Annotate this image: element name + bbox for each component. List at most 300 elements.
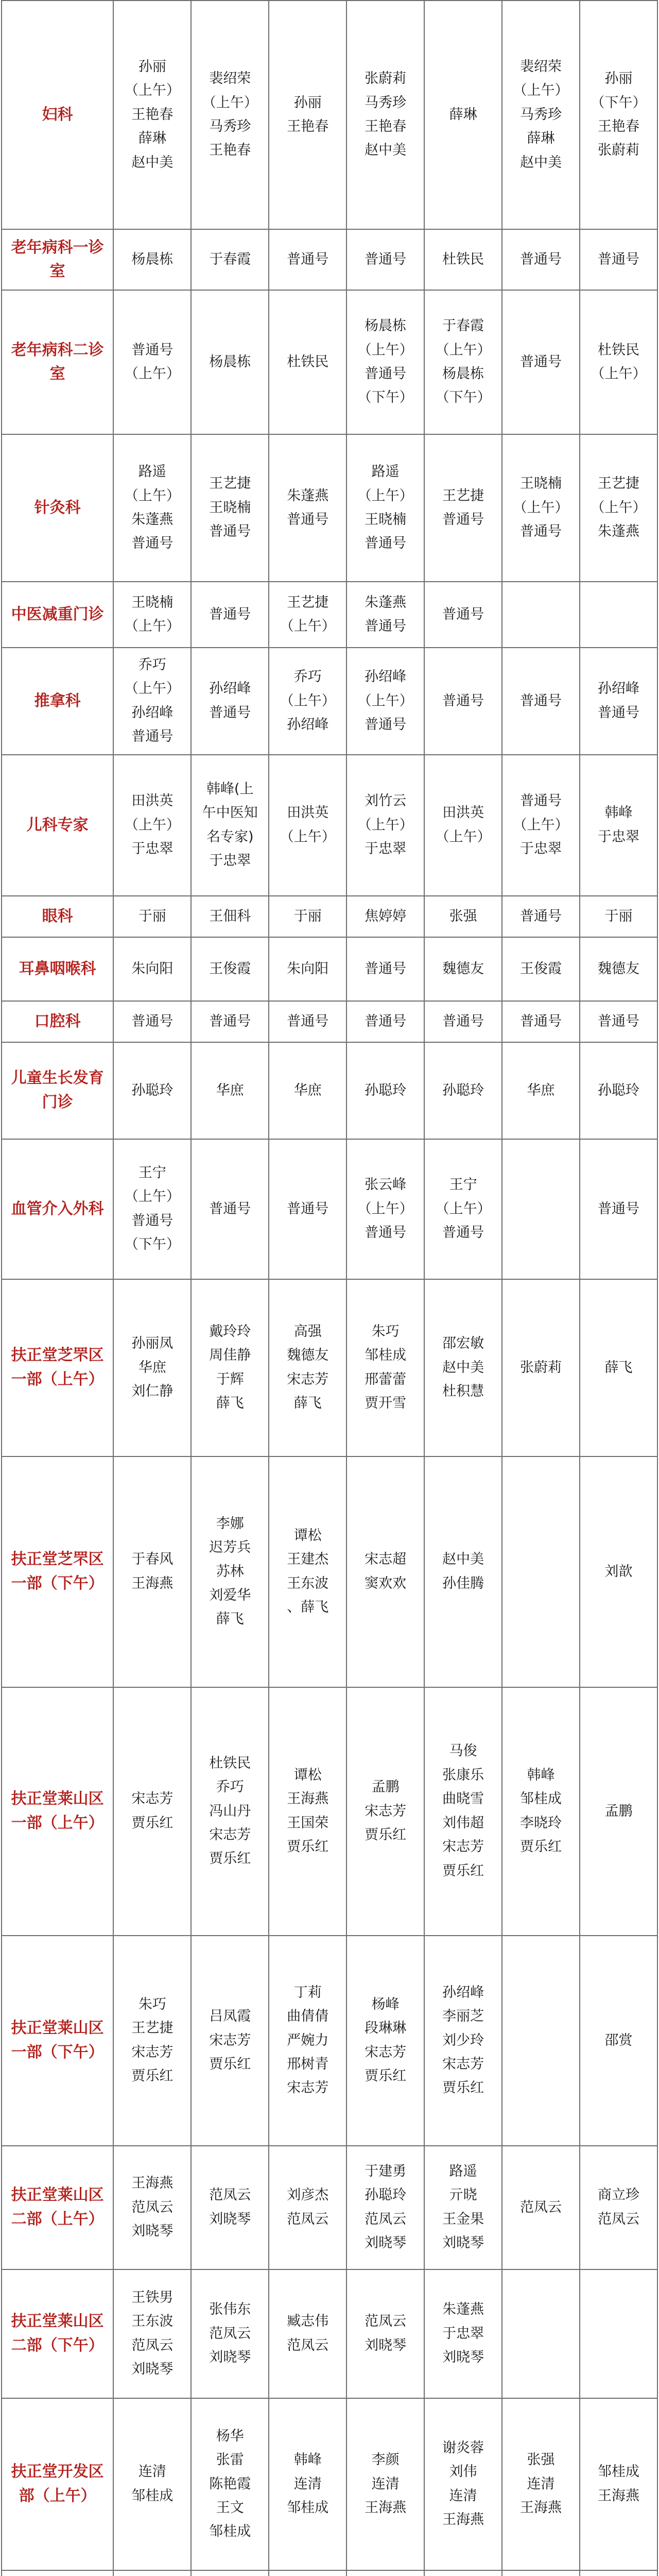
schedule-cell <box>424 896 502 937</box>
schedule-cell <box>113 1139 191 1279</box>
schedule-cell <box>424 2570 502 2576</box>
doctor-entry: 朱蓬燕 <box>287 487 329 504</box>
doctor-entry: 路遥 <box>449 2163 477 2179</box>
doctor-entry: 陈艳霞 <box>209 2476 251 2492</box>
doctor-entry: 普通号 <box>209 704 251 721</box>
department-name: 眼科 <box>2 896 113 937</box>
doctor-entry: 魏德友 <box>597 960 639 977</box>
doctor-entry: 邹桂成 <box>131 2487 174 2504</box>
doctor-entry: 连清 <box>449 2487 477 2504</box>
doctor-entry: 孟鹏 <box>604 1803 633 1819</box>
doctor-entry: 连清 <box>293 2476 322 2492</box>
schedule-cell <box>346 1001 424 1042</box>
schedule-row <box>2 1 657 229</box>
doctor-entry: （上午） <box>435 1200 491 1217</box>
schedule-cell <box>424 1687 502 1936</box>
doctor-entry: （上午） <box>513 82 569 99</box>
doctor-entry: 薛飞 <box>293 1395 322 1412</box>
schedule-cell <box>580 582 657 648</box>
doctor-entry: 王文 <box>216 2499 244 2516</box>
schedule-cell <box>346 937 424 1001</box>
schedule-cell <box>424 1001 502 1042</box>
doctor-entry: （上午） <box>280 692 336 709</box>
schedule-cell <box>191 2269 269 2398</box>
doctor-entry: 宋志芳 <box>442 2056 484 2072</box>
schedule-row <box>2 1456 657 1687</box>
schedule-row <box>2 2398 657 2570</box>
schedule-cell <box>191 1042 269 1139</box>
doctor-entry: 吕凤霞 <box>209 2008 251 2025</box>
doctor-entry: 孙绍峰 <box>287 717 329 733</box>
schedule-cell <box>113 1 191 229</box>
schedule-cell <box>191 1936 269 2146</box>
schedule-cell <box>502 2570 580 2576</box>
doctor-entry: 宋志芳 <box>209 1826 251 1843</box>
schedule-cell <box>191 1 269 229</box>
schedule-cell <box>269 229 346 290</box>
doctor-entry: 普通号 <box>209 1200 251 1217</box>
doctor-entry: 朱蓬燕 <box>365 594 407 611</box>
doctor-entry: 、薛飞 <box>287 1599 329 1616</box>
doctor-entry: 孙绍峰 <box>209 681 251 697</box>
doctor-entry: 华庶 <box>138 1359 166 1376</box>
schedule-cell <box>346 2570 424 2576</box>
doctor-entry: 朱巧 <box>371 1323 400 1340</box>
doctor-entry: 范凤云 <box>209 2187 251 2204</box>
doctor-entry: 杨华 <box>216 2428 244 2444</box>
doctor-entry: 王宁 <box>449 1177 477 1193</box>
doctor-entry: 王铁男 <box>131 2289 174 2306</box>
doctor-entry: 李颜 <box>371 2452 400 2468</box>
schedule-cell <box>113 1001 191 1042</box>
schedule-cell <box>191 2570 269 2576</box>
schedule-cell <box>191 582 269 648</box>
doctor-entry: 邵宏敏 <box>442 1335 484 1352</box>
schedule-cell <box>191 937 269 1001</box>
schedule-cell <box>191 1139 269 1279</box>
department-name: 老年病科一诊室 <box>2 229 113 290</box>
schedule-cell <box>113 648 191 755</box>
doctor-entry: 邢蕾蕾 <box>365 1371 407 1387</box>
doctor-entry: 名专家) <box>206 828 254 845</box>
schedule-cell <box>191 229 269 290</box>
doctor-entry: 王艳春 <box>131 106 174 123</box>
schedule-cell <box>269 1001 346 1042</box>
schedule-cell <box>269 937 346 1001</box>
doctor-entry: （上午） <box>124 366 180 382</box>
schedule-row <box>2 434 657 582</box>
doctor-entry: 王海燕 <box>131 2175 174 2192</box>
doctor-entry: 高强 <box>293 1323 322 1340</box>
doctor-entry: 马秀珍 <box>365 94 407 111</box>
doctor-entry: 普通号 <box>442 606 484 622</box>
doctor-entry: （下午） <box>435 389 491 406</box>
doctor-entry: 裴绍荣 <box>209 71 251 87</box>
schedule-cell <box>580 896 657 937</box>
schedule-cell <box>191 434 269 582</box>
doctor-entry: 普通号 <box>287 512 329 528</box>
schedule-cell <box>580 1 657 229</box>
doctor-entry: 普通号 <box>520 251 562 267</box>
doctor-entry: 普通号 <box>365 366 407 382</box>
schedule-row <box>2 1936 657 2146</box>
doctor-entry: （上午） <box>357 487 413 504</box>
schedule-row <box>2 290 657 434</box>
schedule-row <box>2 1042 657 1139</box>
doctor-entry: 贾乐红 <box>365 1826 407 1843</box>
doctor-entry: 王海燕 <box>131 1575 174 1591</box>
doctor-entry: 普通号 <box>597 251 639 267</box>
doctor-entry: 于忠翠 <box>520 840 562 857</box>
schedule-cell <box>113 1936 191 2146</box>
schedule-cell <box>424 1139 502 1279</box>
schedule-cell <box>113 896 191 937</box>
schedule-cell <box>502 434 580 582</box>
doctor-entry: 朱蓬燕 <box>442 2301 484 2318</box>
schedule-cell <box>269 896 346 937</box>
doctor-entry: 邢树青 <box>287 2056 329 2072</box>
schedule-cell <box>424 582 502 648</box>
doctor-entry: （上午） <box>124 1189 180 1205</box>
doctor-entry: 宋志芳 <box>131 1791 174 1807</box>
doctor-entry: 贾乐红 <box>442 1862 484 1879</box>
schedule-cell <box>502 229 580 290</box>
schedule-cell <box>580 229 657 290</box>
schedule-cell <box>502 2398 580 2570</box>
schedule-row <box>2 896 657 937</box>
schedule-row <box>2 1139 657 1279</box>
doctor-entry: 孙丽 <box>604 71 633 87</box>
doctor-entry: 贾乐红 <box>520 1839 562 1855</box>
doctor-entry: 邹桂成 <box>287 2499 329 2516</box>
doctor-entry: 贾乐红 <box>209 1851 251 1867</box>
doctor-entry: 宋志芳 <box>442 1839 484 1855</box>
schedule-cell <box>580 2398 657 2570</box>
doctor-entry: 连清 <box>138 2464 166 2480</box>
schedule-cell <box>113 290 191 434</box>
doctor-entry: 王俊霞 <box>209 960 251 977</box>
doctor-entry: 普通号 <box>209 523 251 540</box>
doctor-entry: （上午） <box>124 681 180 697</box>
doctor-entry: 杜积慧 <box>442 1383 484 1399</box>
doctor-entry: 普通号 <box>365 1224 407 1241</box>
doctor-entry: 普通号 <box>597 704 639 721</box>
doctor-entry: 薛琳 <box>138 130 166 147</box>
doctor-entry: 魏德友 <box>287 1347 329 1364</box>
doctor-entry: 午中医知 <box>202 805 258 821</box>
doctor-entry: 孙绍峰 <box>365 669 407 685</box>
doctor-entry: 王艺捷 <box>131 2020 174 2037</box>
doctor-entry: 马俊 <box>449 1743 477 1759</box>
doctor-entry: 刘伟超 <box>442 1815 484 1831</box>
doctor-entry: 于春霞 <box>442 318 484 334</box>
doctor-entry: 贾开雪 <box>365 1395 407 1412</box>
doctor-entry: 刘歆 <box>604 1563 633 1580</box>
schedule-cell <box>346 2269 424 2398</box>
doctor-entry: 赵中美 <box>365 142 407 159</box>
schedule-cell <box>424 2269 502 2398</box>
doctor-entry: 乔巧 <box>216 1779 244 1795</box>
doctor-entry: 范凤云 <box>209 2325 251 2342</box>
doctor-entry: 孙绍峰 <box>597 681 639 697</box>
doctor-entry: 王海燕 <box>287 1791 329 1807</box>
doctor-entry: 路遥 <box>138 464 166 480</box>
doctor-entry: 孙聪玲 <box>597 1082 639 1098</box>
doctor-entry: 普通号 <box>131 342 174 358</box>
schedule-cell <box>113 1279 191 1456</box>
doctor-entry: 马秀珍 <box>520 106 562 123</box>
schedule-cell <box>191 2398 269 2570</box>
doctor-entry: 宋志芳 <box>365 2044 407 2060</box>
schedule-cell <box>113 1687 191 1936</box>
schedule-cell <box>113 2269 191 2398</box>
doctor-entry: （上午） <box>124 618 180 634</box>
doctor-entry: 王国荣 <box>287 1815 329 1831</box>
doctor-entry: 孙绍峰 <box>131 704 174 721</box>
schedule-cell <box>580 2570 657 2576</box>
schedule-cell <box>346 1042 424 1139</box>
schedule-cell <box>269 1687 346 1936</box>
doctor-entry: 普通号 <box>520 1013 562 1029</box>
schedule-cell <box>580 755 657 896</box>
doctor-entry: 普通号 <box>287 1200 329 1217</box>
doctor-entry: 王艳春 <box>597 118 639 134</box>
schedule-row <box>2 229 657 290</box>
doctor-entry: 乔巧 <box>138 657 166 673</box>
doctor-entry: 朱蓬燕 <box>131 512 174 528</box>
schedule-cell <box>269 582 346 648</box>
schedule-cell <box>346 1936 424 2146</box>
doctor-entry: 刘爱华 <box>209 1587 251 1603</box>
schedule-cell <box>424 2398 502 2570</box>
doctor-entry: （上午） <box>357 692 413 709</box>
schedule-cell <box>502 648 580 755</box>
doctor-entry: 普通号 <box>365 717 407 733</box>
doctor-entry: 王晓楠 <box>365 512 407 528</box>
schedule-cell <box>424 755 502 896</box>
schedule-cell <box>346 582 424 648</box>
doctor-entry: （上午） <box>202 94 258 111</box>
department-name: 血管介入外科 <box>2 1139 113 1279</box>
schedule-cell <box>269 2146 346 2269</box>
schedule-cell <box>269 2398 346 2570</box>
schedule-cell <box>346 290 424 434</box>
doctor-entry: 普通号 <box>365 251 407 267</box>
schedule-cell <box>424 1936 502 2146</box>
schedule-cell <box>502 1936 580 2146</box>
doctor-entry: 王海燕 <box>520 2499 562 2516</box>
schedule-cell <box>580 434 657 582</box>
doctor-entry: 孙聪玲 <box>131 1082 174 1098</box>
doctor-entry: （下午） <box>591 94 647 111</box>
schedule-cell <box>502 937 580 1001</box>
doctor-entry: 贾乐红 <box>209 2056 251 2072</box>
doctor-entry: 范凤云 <box>365 2313 407 2330</box>
doctor-entry: 宋志芳 <box>209 2032 251 2048</box>
doctor-entry: 于春风 <box>131 1551 174 1568</box>
schedule-cell <box>580 1139 657 1279</box>
schedule-cell <box>424 229 502 290</box>
doctor-entry: 普通号 <box>520 523 562 540</box>
schedule-cell <box>346 434 424 582</box>
doctor-entry: 贾乐红 <box>131 1815 174 1831</box>
schedule-cell <box>580 1279 657 1456</box>
doctor-entry: 华庶 <box>293 1082 322 1098</box>
doctor-entry: 邹桂成 <box>365 1347 407 1364</box>
doctor-entry: 王金果 <box>442 2211 484 2227</box>
doctor-entry: 李娜 <box>216 1515 244 1532</box>
doctor-entry: （上午） <box>280 828 336 845</box>
doctor-entry: 普通号 <box>131 728 174 745</box>
schedule-cell <box>580 2146 657 2269</box>
doctor-entry: 杨晨栋 <box>131 251 174 267</box>
schedule-cell <box>580 1687 657 1936</box>
doctor-entry: 段琳琳 <box>365 2020 407 2037</box>
doctor-entry: 曲倩倩 <box>287 2008 329 2025</box>
schedule-cell <box>191 2146 269 2269</box>
doctor-entry: 普通号 <box>520 908 562 924</box>
doctor-entry: 赵中美 <box>131 154 174 171</box>
schedule-cell <box>346 229 424 290</box>
schedule-cell <box>269 755 346 896</box>
doctor-entry: 王艺捷 <box>287 594 329 611</box>
doctor-entry: 裴绍荣 <box>520 58 562 75</box>
doctor-entry: 王晓楠 <box>520 476 562 492</box>
doctor-entry: 谭松 <box>293 1767 322 1783</box>
doctor-entry: 刘晓琴 <box>131 2361 174 2378</box>
doctor-entry: 王晓楠 <box>131 594 174 611</box>
doctor-entry: 宋志超 <box>365 1551 407 1568</box>
schedule-cell <box>191 896 269 937</box>
doctor-entry: 于忠翠 <box>209 853 251 869</box>
doctor-entry: （下午） <box>357 389 413 406</box>
doctor-entry: 普通号 <box>209 606 251 622</box>
doctor-entry: 王艳春 <box>287 118 329 134</box>
doctor-entry: 普通号 <box>365 618 407 634</box>
department-name: 妇科 <box>2 1 113 229</box>
doctor-entry: 张蔚莉 <box>365 71 407 87</box>
department-name: 扶正堂莱山区一部（下午） <box>2 1936 113 2146</box>
schedule-row <box>2 2146 657 2269</box>
doctor-entry: 杜铁民 <box>442 251 484 267</box>
doctor-entry: 贾乐红 <box>442 2080 484 2096</box>
schedule-cell <box>502 1139 580 1279</box>
doctor-entry: 曲晓雪 <box>442 1791 484 1807</box>
schedule-cell <box>113 2570 191 2576</box>
doctor-entry: 普通号 <box>597 1200 639 1217</box>
schedule-cell <box>502 1001 580 1042</box>
doctor-entry: 王海燕 <box>597 2487 639 2504</box>
doctor-entry: 商立珍 <box>597 2187 639 2204</box>
doctor-entry: 孙聪玲 <box>365 1082 407 1098</box>
schedule-cell <box>113 229 191 290</box>
doctor-entry: 宋志芳 <box>365 1803 407 1819</box>
schedule-cell <box>269 1279 346 1456</box>
schedule-cell <box>113 582 191 648</box>
department-name: 扶正堂莱山区二部（下午） <box>2 2269 113 2398</box>
doctor-entry: 张伟东 <box>209 2301 251 2318</box>
doctor-entry: 于忠翠 <box>365 840 407 857</box>
department-name: 老年病科二诊室 <box>2 290 113 434</box>
schedule-cell <box>502 290 580 434</box>
schedule-cell <box>346 1456 424 1687</box>
department-name: 扶正堂芝罘区一部（下午） <box>2 1456 113 1687</box>
doctor-entry: 王东波 <box>287 1575 329 1591</box>
doctor-entry: （上午） <box>435 828 491 845</box>
doctor-entry: 韩峰 <box>293 2452 322 2468</box>
doctor-entry: 普通号 <box>520 353 562 370</box>
doctor-entry: 杨峰 <box>371 1996 400 2012</box>
doctor-entry: 王海燕 <box>442 2512 484 2528</box>
schedule-cell <box>580 290 657 434</box>
schedule-cell <box>191 1456 269 1687</box>
doctor-entry: 连清 <box>371 2476 400 2492</box>
schedule-row <box>2 648 657 755</box>
doctor-entry: 普通号 <box>520 793 562 809</box>
doctor-entry: 薛琳 <box>449 106 477 123</box>
doctor-entry: 于丽 <box>604 908 633 924</box>
doctor-entry: 邹桂成 <box>597 2464 639 2480</box>
department-name: 扶正堂莱山区一部（上午） <box>2 1687 113 1936</box>
schedule-cell <box>346 1139 424 1279</box>
doctor-entry: 范凤云 <box>131 2337 174 2353</box>
department-name: 推拿科 <box>2 648 113 755</box>
doctor-entry: 邹桂成 <box>520 1791 562 1807</box>
schedule-cell <box>269 1042 346 1139</box>
doctor-entry: 刘晓琴 <box>209 2211 251 2227</box>
doctor-entry: 苏林 <box>216 1563 244 1580</box>
schedule-cell <box>269 1456 346 1687</box>
doctor-entry: 王建杰 <box>287 1551 329 1568</box>
schedule-cell <box>346 1 424 229</box>
schedule-cell <box>191 1687 269 1936</box>
doctor-entry: 王艳春 <box>365 118 407 134</box>
schedule-cell <box>580 1456 657 1687</box>
doctor-entry: 于丽 <box>138 908 166 924</box>
doctor-entry: 普通号 <box>442 512 484 528</box>
schedule-cell <box>424 937 502 1001</box>
department-name: 口腔科 <box>2 1001 113 1042</box>
doctor-entry: 周佳静 <box>209 1347 251 1364</box>
schedule-body <box>2 1 657 2576</box>
doctor-entry: 普通号 <box>131 1013 174 1029</box>
doctor-entry: 迟芳兵 <box>209 1539 251 1556</box>
schedule-cell <box>113 937 191 1001</box>
doctor-entry: 范凤云 <box>520 2199 562 2215</box>
schedule-cell <box>113 2146 191 2269</box>
schedule-cell <box>424 1042 502 1139</box>
department-name: 耳鼻咽喉科 <box>2 937 113 1001</box>
doctor-entry: 华庶 <box>216 1082 244 1098</box>
schedule-cell <box>502 582 580 648</box>
schedule-cell <box>269 2269 346 2398</box>
doctor-entry: 于忠翠 <box>597 828 639 845</box>
doctor-entry: 范凤云 <box>287 2337 329 2353</box>
doctor-entry: 宋志芳 <box>287 2080 329 2096</box>
doctor-entry: 普通号 <box>209 1013 251 1029</box>
doctor-entry: 谭松 <box>293 1527 322 1544</box>
doctor-entry: 杜铁民 <box>287 353 329 370</box>
schedule-cell <box>113 1456 191 1687</box>
doctor-entry: 薛琳 <box>527 130 555 147</box>
doctor-entry: 刘少玲 <box>442 2032 484 2048</box>
doctor-entry: 贾乐红 <box>131 2068 174 2084</box>
doctor-entry: 刘晓琴 <box>442 2235 484 2251</box>
doctor-entry: （下午） <box>124 1236 180 1253</box>
doctor-entry: 薛飞 <box>216 1395 244 1412</box>
doctor-entry: 杨晨栋 <box>442 366 484 382</box>
doctor-entry: 杨晨栋 <box>365 318 407 334</box>
